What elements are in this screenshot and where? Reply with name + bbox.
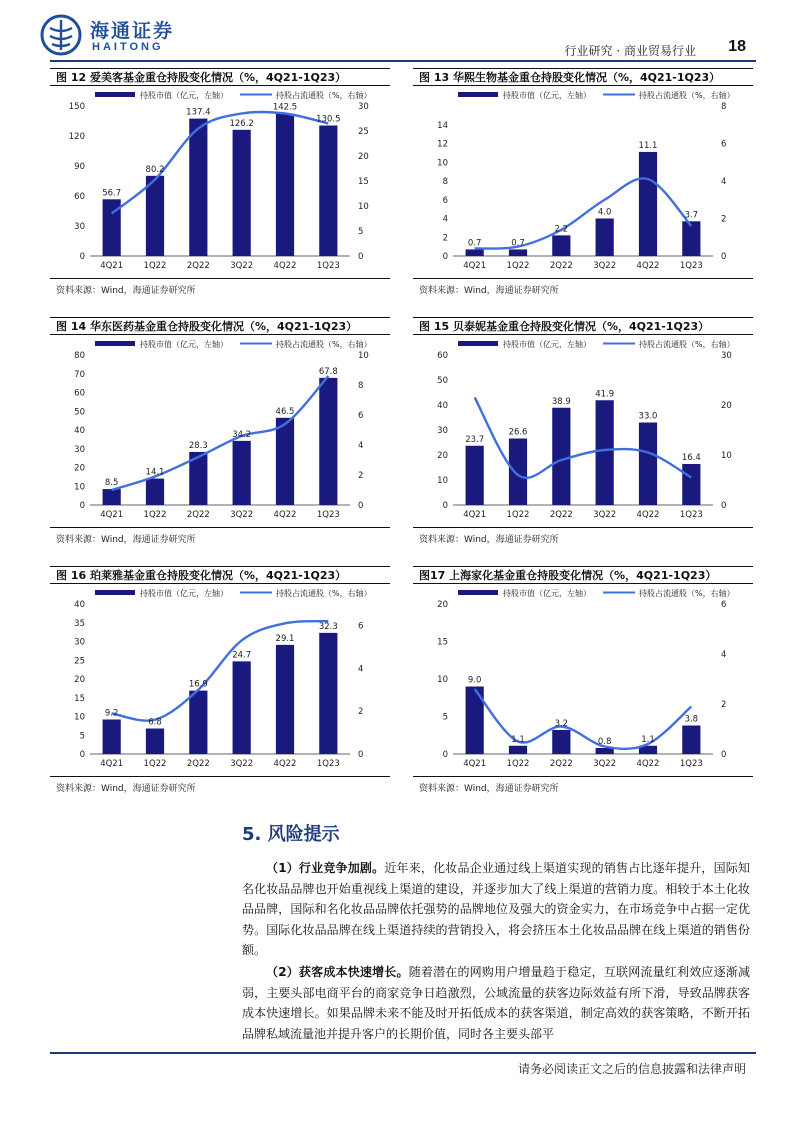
chart-svg — [50, 586, 390, 774]
y-tick-label: 40 — [74, 600, 85, 610]
y-tick-label: 30 — [437, 426, 448, 436]
y2-tick-label: 20 — [358, 152, 369, 162]
header-divider — [50, 60, 756, 62]
data-label: 14.1 — [145, 467, 165, 478]
y-tick-label: 50 — [437, 376, 448, 386]
y2-tick-label: 8 — [721, 102, 727, 112]
data-label: 34.2 — [232, 429, 252, 440]
bar — [276, 645, 294, 754]
x-tick-label: 1Q22 — [143, 759, 167, 769]
x-tick-label: 4Q21 — [100, 510, 124, 520]
data-label: 9.0 — [467, 675, 482, 686]
y2-tick-label: 2 — [358, 471, 364, 481]
bar — [146, 176, 164, 256]
footer-disclaimer: 请务必阅读正文之后的信息披露和法律声明 — [517, 1062, 746, 1076]
y-tick-label: 20 — [437, 451, 448, 461]
data-label: 0.7 — [511, 238, 525, 249]
data-label: 24.7 — [232, 650, 252, 661]
bar — [276, 418, 294, 505]
figure-source: 资料来源：Wind，海通证券研究所 — [413, 278, 753, 296]
figure-17 — [413, 566, 753, 796]
y-tick-label: 70 — [74, 369, 85, 380]
y2-tick-label: 4 — [721, 650, 727, 660]
legend-bar-label: 持股市值（亿元，左轴） — [503, 91, 591, 100]
data-label: 6.8 — [148, 717, 162, 728]
figure-title: 图 13 华熙生物基金重仓持股变化情况（%，4Q21-1Q23） — [413, 68, 753, 86]
x-tick-label: 4Q22 — [636, 510, 660, 520]
data-label: 137.4 — [186, 107, 211, 118]
y2-tick-label: 2 — [358, 707, 364, 718]
y2-tick-label: 0 — [358, 252, 364, 262]
x-tick-label: 4Q21 — [463, 261, 487, 271]
x-tick-label: 4Q21 — [100, 261, 124, 271]
series-line — [112, 376, 329, 490]
data-label: 38.9 — [551, 396, 571, 407]
y-tick-label: 90 — [74, 162, 85, 172]
legend-line-label: 持股占流通股（%，右轴） — [639, 340, 735, 349]
data-label: 46.5 — [275, 406, 295, 417]
bar — [682, 221, 700, 256]
data-label: 142.5 — [272, 102, 298, 113]
y-tick-label: 35 — [74, 618, 85, 629]
x-tick-label: 4Q22 — [636, 261, 660, 271]
y-tick-label: 60 — [437, 351, 448, 361]
data-label: 67.8 — [318, 366, 338, 377]
series-line — [112, 621, 329, 721]
bar — [552, 408, 570, 505]
legend-bar-swatch — [95, 92, 135, 97]
y-tick-label: 30 — [74, 222, 85, 232]
y2-tick-label: 25 — [358, 127, 369, 137]
legend-line-label: 持股占流通股（%，右轴） — [639, 91, 735, 100]
y2-tick-label: 30 — [721, 351, 732, 361]
page-number: 18 — [728, 38, 746, 55]
figure-13 — [413, 68, 753, 298]
legend-bar-label: 持股市值（亿元，左轴） — [140, 340, 228, 349]
x-tick-label: 1Q23 — [316, 510, 340, 520]
risk-2-body: 随着潜在的网购用户增量趋于稳定，互联网流量红利效应逐渐减弱，主要头部电商平台的商家竞争日趋激烈，公域流量的获客边际效益有所下滑，导致品牌获客成本快速增长。如果品牌未来不能及时开拓低成本的获客渠道，制定高效的获客策略，不断开拓品牌私域流量池并提升客户的长期价值，同时各主要头部平 — [242, 965, 750, 1041]
figure-source: 资料来源：Wind，海通证券研究所 — [50, 776, 390, 794]
bar — [509, 249, 527, 256]
legend-bar-label: 持股市值（亿元，左轴） — [503, 340, 591, 349]
x-tick-label: 3Q22 — [593, 759, 617, 769]
y2-tick-label: 2 — [721, 214, 727, 225]
series-line — [475, 398, 692, 478]
y-tick-label: 10 — [437, 675, 448, 685]
y2-tick-label: 0 — [721, 501, 727, 511]
y2-tick-label: 6 — [358, 411, 364, 421]
x-tick-label: 2Q22 — [186, 510, 210, 520]
bar — [552, 235, 570, 256]
y-tick-label: 80 — [74, 351, 85, 361]
x-tick-label: 1Q22 — [506, 261, 530, 271]
haitong-logo — [40, 14, 82, 56]
bar — [319, 126, 337, 257]
data-label: 4.0 — [597, 207, 612, 218]
chart-svg — [413, 337, 753, 525]
legend-bar-swatch — [95, 590, 135, 595]
y-tick-label: 15 — [74, 693, 85, 704]
bar — [596, 219, 614, 257]
y-tick-label: 50 — [74, 407, 85, 418]
y2-tick-label: 10 — [358, 351, 369, 361]
y-tick-label: 10 — [74, 482, 85, 493]
figure-title: 图 15 贝泰妮基金重仓持股变化情况（%，4Q21-1Q23） — [413, 317, 753, 335]
legend-bar-label: 持股市值（亿元，左轴） — [140, 589, 228, 598]
x-tick-label: 3Q22 — [593, 261, 617, 271]
y-tick-label: 30 — [74, 637, 85, 648]
y2-tick-label: 4 — [358, 664, 364, 675]
legend-line-label: 持股占流通股（%，右轴） — [276, 91, 372, 100]
y-tick-label: 10 — [74, 712, 85, 723]
y2-tick-label: 6 — [721, 139, 727, 150]
figure-source: 资料来源：Wind，海通证券研究所 — [413, 527, 753, 545]
y-tick-label: 0 — [79, 501, 85, 511]
y2-tick-label: 8 — [358, 381, 364, 391]
legend-line-label: 持股占流通股（%，右轴） — [276, 340, 372, 349]
risk-paragraph-1 — [242, 858, 750, 961]
figure-title: 图 16 珀莱雅基金重仓持股变化情况（%，4Q21-1Q23） — [50, 566, 390, 584]
y2-tick-label: 10 — [358, 202, 369, 212]
y2-tick-label: 4 — [721, 177, 727, 187]
bar — [552, 730, 570, 754]
x-tick-label: 2Q22 — [186, 759, 210, 769]
y-tick-label: 0 — [442, 750, 448, 760]
data-label: 8.5 — [104, 478, 119, 489]
figure-12 — [50, 68, 390, 298]
y-tick-label: 60 — [74, 192, 85, 202]
x-tick-label: 1Q23 — [679, 261, 703, 271]
bar — [509, 439, 527, 506]
y-tick-label: 10 — [437, 158, 448, 169]
x-tick-label: 4Q21 — [463, 759, 487, 769]
legend-bar-swatch — [458, 590, 498, 595]
x-tick-label: 1Q23 — [316, 261, 340, 271]
y-tick-label: 20 — [437, 600, 448, 610]
legend-bar-swatch — [458, 341, 498, 346]
section-title: 5. 风险提示 — [242, 824, 340, 845]
chart-svg — [50, 88, 390, 276]
x-tick-label: 1Q22 — [506, 759, 530, 769]
data-label: 0.7 — [467, 238, 482, 249]
data-label: 2.2 — [554, 224, 569, 235]
y-tick-label: 25 — [74, 656, 85, 667]
figure-title: 图 14 华东医药基金重仓持股变化情况（%，4Q21-1Q23） — [50, 317, 390, 335]
report-section: 行业研究 · 商业贸易行业 — [564, 44, 696, 58]
risk-1-lead: （1）行业竞争加剧。 — [266, 861, 385, 875]
x-tick-label: 3Q22 — [230, 261, 254, 271]
bar — [509, 746, 527, 754]
bar — [146, 479, 164, 505]
chart-svg — [413, 586, 753, 774]
x-tick-label: 4Q21 — [463, 510, 487, 520]
figure-source: 资料来源：Wind，海通证券研究所 — [413, 776, 753, 794]
y2-tick-label: 0 — [358, 750, 364, 760]
y2-tick-label: 2 — [721, 700, 727, 710]
y-tick-label: 2 — [442, 233, 448, 244]
footer-divider — [50, 1052, 756, 1054]
x-tick-label: 4Q22 — [273, 261, 297, 271]
legend-bar-swatch — [458, 92, 498, 97]
bar — [682, 464, 700, 505]
series-line — [475, 178, 692, 248]
data-label: 29.1 — [275, 633, 295, 644]
bar — [146, 729, 164, 755]
data-label: 33.0 — [638, 411, 658, 422]
figure-16 — [50, 566, 390, 796]
data-label: 1.1 — [641, 734, 655, 745]
data-label: 56.7 — [102, 188, 122, 199]
x-tick-label: 1Q23 — [679, 510, 703, 520]
data-label: 3.7 — [684, 210, 699, 221]
y2-tick-label: 6 — [721, 600, 727, 610]
bar — [189, 691, 207, 754]
y-tick-label: 0 — [79, 252, 85, 262]
y-tick-label: 4 — [442, 214, 448, 225]
data-label: 26.6 — [508, 427, 528, 438]
y-tick-label: 20 — [74, 463, 85, 474]
bar — [596, 748, 614, 754]
bar — [639, 152, 657, 256]
y-tick-label: 150 — [68, 102, 85, 112]
figure-source: 资料来源：Wind，海通证券研究所 — [50, 527, 390, 545]
chart-svg — [50, 337, 390, 525]
data-label: 9.2 — [104, 708, 119, 719]
legend-line-label: 持股占流通股（%，右轴） — [276, 589, 372, 598]
data-label: 130.5 — [316, 114, 341, 125]
brand-name-cn: 海通证券 — [90, 20, 175, 42]
x-tick-label: 3Q22 — [230, 759, 254, 769]
x-tick-label: 2Q22 — [549, 759, 573, 769]
x-tick-label: 2Q22 — [549, 261, 573, 271]
x-tick-label: 4Q22 — [636, 759, 660, 769]
bar — [189, 119, 207, 256]
y-tick-label: 6 — [442, 195, 448, 206]
x-tick-label: 1Q22 — [143, 510, 167, 520]
y-tick-label: 20 — [74, 675, 85, 685]
data-label: 32.3 — [318, 621, 338, 632]
y2-tick-label: 0 — [721, 750, 727, 760]
x-tick-label: 3Q22 — [230, 510, 254, 520]
y2-tick-label: 20 — [721, 401, 732, 411]
x-tick-label: 1Q22 — [143, 261, 167, 271]
brand-name-en: HAITONG — [92, 41, 164, 53]
data-label: 16.9 — [188, 679, 208, 690]
data-label: 126.2 — [229, 118, 254, 129]
data-label: 1.1 — [511, 734, 525, 745]
y2-tick-label: 0 — [721, 252, 727, 262]
y-tick-label: 15 — [437, 637, 448, 648]
data-label: 0.8 — [597, 737, 612, 747]
y-tick-label: 8 — [442, 177, 448, 187]
bar — [319, 633, 337, 754]
bar — [103, 720, 121, 755]
data-label: 3.2 — [554, 719, 569, 729]
bar — [276, 114, 294, 257]
data-label: 41.9 — [595, 389, 615, 400]
y2-tick-label: 30 — [358, 102, 369, 112]
y-tick-label: 0 — [442, 501, 448, 511]
x-tick-label: 4Q22 — [273, 759, 297, 769]
bar — [319, 378, 337, 505]
legend-bar-swatch — [95, 341, 135, 346]
y2-tick-label: 6 — [358, 621, 364, 632]
bar — [466, 446, 484, 505]
figure-14 — [50, 317, 390, 547]
bar — [233, 441, 251, 505]
figure-title: 图 12 爱美客基金重仓持股变化情况（%，4Q21-1Q23） — [50, 68, 390, 86]
y-tick-label: 12 — [437, 139, 448, 150]
x-tick-label: 2Q22 — [549, 510, 573, 520]
bar — [103, 489, 121, 505]
y-tick-label: 0 — [442, 252, 448, 262]
x-tick-label: 2Q22 — [186, 261, 210, 271]
y2-tick-label: 10 — [721, 451, 732, 461]
data-label: 28.3 — [188, 440, 208, 451]
figure-15 — [413, 317, 753, 547]
figure-title: 图17 上海家化基金重仓持股变化情况（%，4Q21-1Q23） — [413, 566, 753, 584]
y-tick-label: 5 — [79, 731, 85, 742]
data-label: 11.1 — [638, 140, 658, 151]
y-tick-label: 40 — [437, 401, 448, 411]
x-tick-label: 1Q23 — [679, 759, 703, 769]
series-line — [475, 689, 692, 749]
x-tick-label: 4Q22 — [273, 510, 297, 520]
risk-2-lead: （2）获客成本快速增长。 — [266, 965, 409, 979]
x-tick-label: 4Q21 — [100, 759, 124, 769]
y-tick-label: 60 — [74, 388, 85, 399]
y2-tick-label: 5 — [358, 227, 364, 237]
risk-1-body: 近年来，化妆品企业通过线上渠道实现的销售占比逐年提升，国际知名化妆品品牌也开始重视线上渠道的建设，并逐步加大了线上渠道的营销力度。相较于本土化妆品品牌，国际和名化妆品品牌依托强势的品牌地位及强大的资金实力，在市场竞争中占据一定优势。国际化妆品品牌在线上渠道持续的营销投入，将会挤压本土化妆品品牌在线上渠道的销售份额。 — [242, 861, 750, 957]
risk-paragraph-2 — [242, 962, 750, 1044]
y-tick-label: 30 — [74, 444, 85, 455]
series-line — [112, 112, 329, 214]
chart-svg — [413, 88, 753, 276]
x-tick-label: 1Q23 — [316, 759, 340, 769]
bar — [233, 130, 251, 256]
y-tick-label: 40 — [74, 426, 85, 436]
data-label: 3.8 — [684, 714, 699, 725]
x-tick-label: 3Q22 — [593, 510, 617, 520]
bar — [682, 726, 700, 755]
data-label: 23.7 — [465, 434, 485, 445]
bar — [596, 400, 614, 505]
legend-bar-label: 持股市值（亿元，左轴） — [140, 91, 228, 100]
figure-source: 资料来源：Wind，海通证券研究所 — [50, 278, 390, 296]
y2-tick-label: 4 — [358, 441, 364, 451]
data-label: 80.2 — [145, 164, 165, 175]
legend-bar-label: 持股市值（亿元，左轴） — [503, 589, 591, 598]
x-tick-label: 1Q22 — [506, 510, 530, 520]
y2-tick-label: 0 — [358, 501, 364, 511]
bar — [466, 249, 484, 256]
data-label: 16.4 — [681, 453, 701, 463]
bar — [233, 661, 251, 754]
bar — [639, 423, 657, 506]
y-tick-label: 14 — [437, 120, 448, 131]
y-tick-label: 10 — [437, 476, 448, 486]
y-tick-label: 0 — [79, 750, 85, 760]
y2-tick-label: 15 — [358, 177, 369, 187]
y-tick-label: 5 — [442, 712, 448, 723]
legend-line-label: 持股占流通股（%，右轴） — [639, 589, 735, 598]
y-tick-label: 120 — [68, 132, 85, 142]
